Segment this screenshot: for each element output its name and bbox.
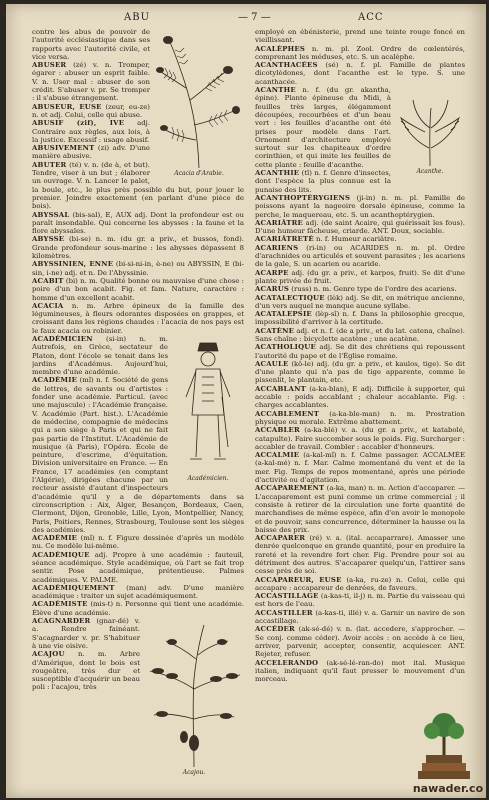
dictionary-entry [255,592,465,609]
entry-headword: ACCALMIE [255,451,300,460]
acajou-illustration [144,619,244,779]
dictionary-entry [32,211,244,236]
entry-headword: ACADÉMIE [32,376,78,385]
entry-headword: ACANTHOPTÉRYGIENS [255,193,351,202]
entry-definition: (si-in) n. m. Autrefois, en Grèce, sectateur de Platon, dont l'école se tenait dans les jardins d'Académus. Aujourd'hui, membre d'une académie. [32,334,168,377]
entry-definition: (zé) v. n. Tromper, égarer : abuser un esprit faible. V. n. User mal : abuser de son crédit. S'abuser v. pr. Se tromper : il s'abuse étrangement. [32,61,150,103]
entry-headword: ACARIÂTRE [255,218,304,227]
page-number: — 7 — [238,12,271,23]
entry-definition: (mis-t) n. Personne qui tient une académie. Élève d'une académie. [32,600,244,617]
entry-headword: ACARPE [255,268,289,277]
watermark-text: nawader.co [412,782,484,795]
entry-headword: ACARIENS [255,243,299,252]
entry-headword: ABUTER [32,160,67,169]
entry-definition: (bi-se) n. m. (du gr. a priv., et bussos, fond). Grande profondeur sous-marine : les abysses dépassent 8 kilomètres. [32,235,244,261]
entry-headword: ACCAPARER [255,534,306,543]
entry-definition: (bi) n. m. Qualité bonne ou mauvaise d'une chose : poire d'un bon acabit. Fig. et fam. Nature, caractère : homme d'un excellent acabit. [32,276,244,302]
dictionary-entry [255,28,465,45]
entry-definition: (mî) n. f. Société de gens de lettres, de savants ou d'artistes : fonder une académie. Particul. (avec une majuscule) : l'Académie française. V. Académie (Part. hist.). L'Académie de médecine, compagnie de médecins qui a son siège à Paris et qui ne fait pas partie de l'Institut. L'Académie de musique (à Paris), l'Opéra. École de peinture, d'escrime, d'équitation. Division universitaire en France. — En France, 17 académies (en comptant l'Algérie), dirigées chacune par un recteur assisté d'autant d'inspecteurs d'académie qu'il y a de départements dans sa circonscription : Aix, Alger, Besançon, Bordeaux, Caen, Clermont, Dijon, Grenoble, Lille, Lyon, Montpellier, Nancy, Paris, Poitiers, Rennes, Strasbourg, Toulouse sont les sièges des académies. [32,376,244,534]
entry-headword: ACADÉMISTE [32,600,88,609]
entry-definition: (russ) n. m. Genre type de l'ordre des acariens. [291,285,457,294]
dictionary-entry [255,327,465,344]
entry-headword: ABUSER [32,61,67,70]
entry-definition: (a-ka, man) n. m. Action d'accaparer. — L'accaparement est puni comme un crime commercial ; il consiste à retirer de la circulation une forte quantité de marchandises de même espèce, afin d'en avoir le monopole et de pouvoir, sans concurrence, déterminer la hausse ou la baisse des prix. [255,484,465,534]
dictionary-entry [255,426,465,451]
entry-headword: ACCASTILLAGE [255,592,319,601]
entry-headword: ACATALECTIQUE [255,293,325,302]
entry-definition: adj. (de saint Acaire, qui guérissait les fous). D'une humeur fâcheuse, criarde. ANT. Doux, sociable. [255,218,465,236]
academician-caption: Académicien. [187,474,229,482]
entry-headword: ACAJOU [32,650,65,659]
entry-definition: n. f. Humeur acariâtre. [316,235,397,244]
entry-definition: (ji-in) n. m. pl. Famille de poissons ayant la nageoire dorsale épineuse, comme la perche, le maquereau, etc. S. un acanthoptérygien. [255,193,465,219]
dictionary-entry [255,576,465,593]
dictionary-entry [255,625,465,658]
entry-headword: ACARIÂTRETÉ [255,235,314,244]
entry-definition: employé en ébénisterie, prend une teinte rouge foncé en vieillissant. [255,28,465,45]
entry-definition: n. m. pl. Zool. Ordre de cœlentérés, comprenant les méduses, etc. S. un acalèphe. [255,44,465,61]
entry-headword: ACADÉMICIEN [32,334,93,343]
entry-definition: n. m. Arbre épineux de la famille des légumineuses, à fleurs odorantes disposées en grappes, et croissant dans les régions chaudes : l'acacia de nos pays est le faux acacia ou robinier. [32,301,244,335]
entry-definition: (mî) n. f. Figure dessinée d'après un modèle nu. Ce modèle lui-même. [32,534,244,551]
entry-headword: ACAGNARDER [32,617,91,626]
dictionary-entry [32,235,244,260]
entry-headword: ACANTHIE [255,169,300,178]
dictionary-entry [255,609,465,626]
dictionary-entry [255,310,465,327]
entry-headword: ACCELERANDO [255,658,319,667]
entry-definition: n. m. Arbre d'Amérique, dont le bois est rougeâtre, très dur et susceptible d'acquérir un beau poli : l'acajou, très [32,650,140,692]
entry-headword: ACCAPAREMENT [255,484,325,493]
header-guide-word-left: ABU [124,12,150,23]
entry-headword: ACCABLANT [255,384,306,393]
dictionary-entry [255,244,465,269]
entry-definition: (a-kal-mî) n. f. Calme passager. ACCALMÉE (a-kal-mé) n. f. Mar. Calme momentané du vent et de la mer. Fig. Temps de repos momentané, après une période d'activité ou d'agitation. [255,451,465,485]
entry-definition: (té) v. n. (de à, et but). Tendre, viser à un but ; élaborer un ouvrage. V. n. Lancer le palet, la boule, etc., le plus près possible du but, pour jouer le premier. Joindre exactement (en parlant d'une pièce de bois). [32,160,244,211]
entry-definition: (a-kas-ti, illé) v. a. Garnir un navire de son accastillage. [255,608,465,626]
entry-headword: ABUSIF (zif), IVE [32,119,125,128]
entry-headword: ACAULE [255,359,289,368]
entry-headword: ABYSSINIEN, ENNE [32,260,114,269]
academician-illustration [172,337,244,485]
dictionary-page [6,4,486,798]
dictionary-entry [255,451,465,484]
left-column [32,28,244,790]
entry-definition: (ré) v. a. (ital. accaparrare). Amasser une denrée quelconque en grande quantité, pour en produire la rareté et la revendre fort cher. Fig. Prendre pour soi au détriment des autres. S'accaparer quelqu'un, l'attirer sans cesse près de soi. [255,534,465,576]
entry-definition: (a-ka-blé) v. a. (du gr. a priv., et katabolé, catapulte). Faire succomber sous le poids. Fig. Surcharger : accabler de travail. Combler : accabler d'honneurs. [255,426,465,451]
dictionary-entry [255,343,465,360]
entry-headword: ACADÉMIE [32,534,78,543]
academician-drawing [172,337,244,475]
dictionary-entry [32,584,244,601]
entry-headword: ACABIT [32,276,64,285]
entry-headword: ACADÉMIQUEMENT [32,583,115,592]
dictionary-entry [255,659,465,684]
dictionary-entry [255,360,465,385]
dictionary-entry [255,294,465,311]
entry-definition: adj. Se dit des chrétiens qui repoussent l'autorité du pape et de l'Église romaine. [255,343,465,360]
dictionary-entry [255,285,465,293]
dictionary-entry [255,410,465,427]
page-header [6,12,486,28]
entry-definition: (ri-in) ou ACARIDES n. m. pl. Ordre d'arachnides ou articulés et souvent parasites ; les acariens de la gale, S. un acarien ou acaride. [255,243,465,269]
entry-headword: ACATALEPSIE [255,310,312,319]
entry-definition: (sé) n. f. pl. Famille de plantes dicotylédones, dont l'acanthe est le type. S. une acanthacée. [255,61,465,86]
entry-headword: ACACIA [32,301,64,310]
entry-definition: (a-kas-ti, il-j) n. m. Partie du vaisseau qui est hors de l'eau. [255,592,465,609]
entry-definition: (a-ka, ru-ze) n. Celui, celle qui accapare : accapareur de denrées, de faveurs. [255,575,465,592]
entry-definition: adj. Contraire aux règles, aux lois, à la justice. Excessif : usage abusif. [32,119,150,144]
acajou-drawing [144,619,244,769]
acacia-illustration [154,30,244,180]
acacia-caption: Acacia d'Arabie. [174,170,224,177]
dictionary-entry [32,600,244,617]
entry-definition: n. f. (du gr. akantha, épine). Plante épineuse du Midi, à feuilles très larges, élégamment découpées, recourbées et d'un beau vert : les feuilles d'acanthe ont été prises pour modèle dans l'art. Ornement d'architecture employé surtout sur les chapiteaux d'ordre corinthien, et qui imite les feuilles de cette plante : feuille d'acanthe. [255,86,391,169]
right-entries [255,28,465,683]
entry-definition: adj. Propre à une académie : fauteuil, séance académique. Style académique, où l'art se fait trop sentir. Pose académique, prétentieuse. Palmes académiques. V. PALME. [32,550,244,584]
dictionary-entry [32,260,244,277]
dictionary-entry [32,277,244,302]
dictionary-entry [255,385,465,410]
header-guide-word-right: ACC [358,12,384,23]
entry-headword: ACARUS [255,285,290,294]
dictionary-entry [255,194,465,219]
entry-definition: (a-ka-ble-man) n. m. Prostration physique ou morale. Extrême abattement. [255,409,465,426]
entry-definition: (bi-si-ni-in, è-ne) ou ABYSSIN, E (bi-sin, i-ne) adj. et n. De l'Abyssinie. [32,260,244,277]
dictionary-entry [255,45,465,62]
right-column [255,28,465,790]
entry-headword: ABYSSAL [32,210,70,219]
entry-headword: ACALÈPHES [255,44,305,53]
acacia-drawing [154,30,244,170]
entry-headword: ACCASTILLER [255,608,313,617]
dictionary-entry [255,219,465,236]
entry-definition: (tî) n. f. Genre d'insectes, dont l'espèce la plus connue est la punaise des lits. [255,169,391,194]
dictionary-entry [255,235,465,243]
entry-headword: ABUSEUR, EUSE [32,102,102,111]
acanthe-illustration [395,88,465,178]
entry-definition: (ak-sé-lé-ran-do) mot ital. Musique italien, indiquant qu'il faut presser le mouvement d'un morceau. [255,658,465,684]
dictionary-entry [32,302,244,335]
entry-headword: ABYSSE [32,235,65,244]
entry-headword: ACCAPAREUR, EUSE [255,575,342,584]
acajou-caption: Acajou. [182,769,206,777]
entry-definition: contre les abus de pouvoir de l'autorité ecclésiastique dans ses rapports avec l'autorité civile, et vice versa. [32,28,150,61]
entry-definition: (man) adv. D'une manière académique : traiter un sujet académiquement. [32,583,244,601]
entry-definition: adj. (du gr. a priv., et karpos, fruit). Se dit d'une plante privée de fruit. [255,268,465,285]
entry-headword: ACCÉDER [255,625,295,634]
entry-headword: ACADÉMIQUE [32,550,90,559]
dictionary-entry [255,484,465,534]
acanthe-drawing [395,88,465,168]
entry-headword: ACCABLER [255,426,300,435]
dictionary-entry [32,551,244,584]
dictionary-entry [32,534,244,551]
entry-definition: (zeur, eu-ze) n. et adj. Celui, celle qui abuse. [32,102,150,119]
entry-definition: (ak-sé-dé) v. n. (lat. accedere, s'approcher. — Se conj. comme céder). Avoir accès : on accède à ce lieu, arriver, parvenir, accepter, consentir, acquiescer. ANT. Rejeter, refuser. [255,625,465,659]
dictionary-entry [255,61,465,86]
entry-definition: (gnar-dé) v. a. Rendre fainéant. S'acagnarder v. pr. S'habituer à une vie oisive. [32,617,140,650]
dictionary-entry [255,534,465,575]
entry-headword: ACANTHE [255,86,296,95]
entry-definition: (lèk) adj. Se dit, en métrique ancienne, d'un vers auquel ne manque aucune syllabe. [255,293,465,310]
entry-headword: ACATHOLIQUE [255,343,316,352]
entry-definition: (bis-sal), E, AUX adj. Dont la profondeur est ou paraît insondable. Qui concerne les abysses : la faune et la flore abyssales. [32,210,244,236]
entry-definition: adj. et n. f. (de a priv., et du lat. catena, chaîne). Sans chaîne : bicyclette acatène ; une acatène. [255,326,465,343]
entry-headword: ABUSIVEMENT [32,144,95,153]
entry-headword: ACATÈNE [255,326,295,335]
entry-definition: (lèp-sî) n. f. Dans la philosophie grecque, impossibilité d'arriver à la certitude. [255,310,465,327]
entry-definition: (a-ka-blan), E adj. Difficile à supporter, qui accable : poids accablant ; chaleur accablante. Fig. : charges accablantes. [255,384,465,410]
entry-definition: (kô-le) adj. (du gr. a priv., et kaulos, tige). Se dit d'une plante qui n'a pas de tige apparente, comme le pissenlit, le plantain, etc. [255,359,465,385]
entry-headword: ACCABLEMENT [255,409,320,418]
dictionary-entry [255,269,465,286]
entry-definition: (zi) adv. D'une manière abusive. [32,144,150,161]
acanthe-caption: Acanthe. [416,168,444,176]
entry-headword: ACANTHACÉES [255,61,318,70]
